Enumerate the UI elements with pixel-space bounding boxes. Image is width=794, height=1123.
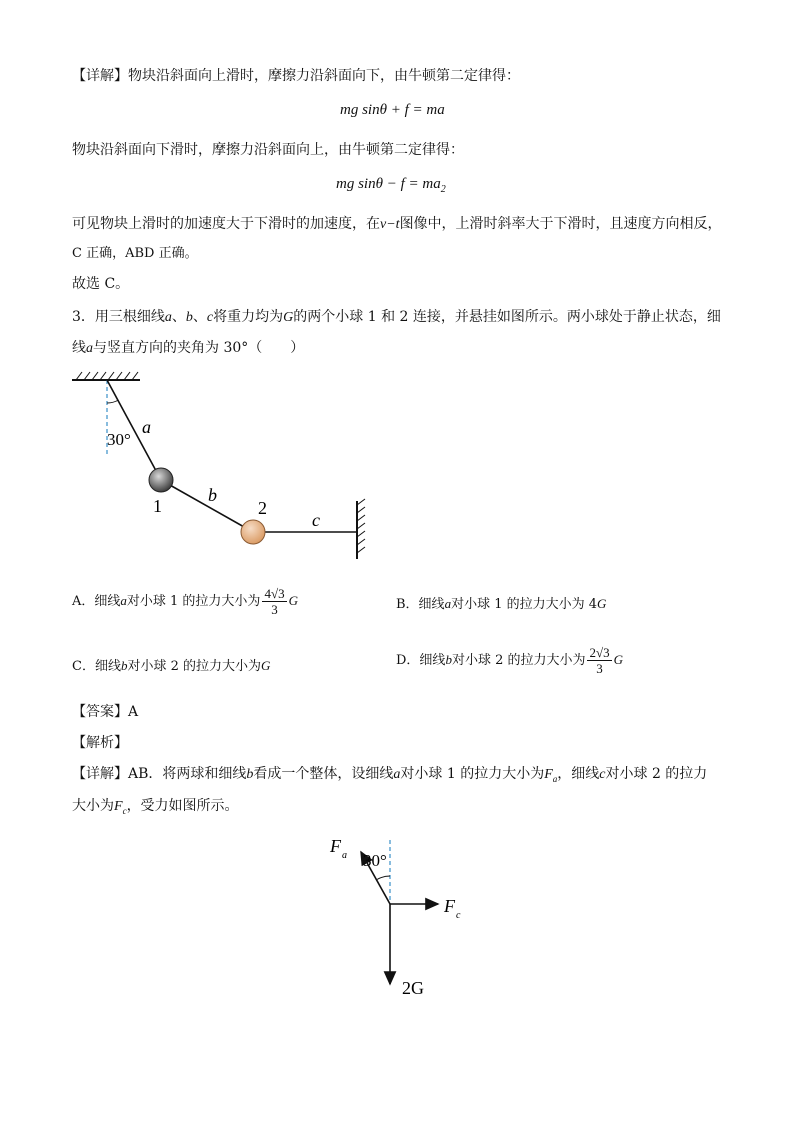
option-B-text: 对小球 1 的拉力大小为 4 <box>451 597 598 612</box>
angle-arc <box>377 876 390 880</box>
option-D[interactable] <box>396 645 623 676</box>
option-B-unit: G <box>597 596 607 611</box>
option-B-prefix: B．细线 <box>396 597 445 612</box>
q-var-G: G <box>283 310 294 325</box>
option-C-text: 对小球 2 的拉力大小为 <box>127 659 261 674</box>
conclusion-text-a: 可见物块上滑时的加速度大于下滑时的加速度，在 <box>72 216 380 232</box>
string-b <box>161 480 253 532</box>
weight-label: 2G <box>402 978 424 998</box>
Fc-sub-label: c <box>456 910 461 921</box>
analysis-heading: 【解析】 <box>72 735 128 751</box>
conclusion-line-1 <box>72 214 732 235</box>
detail3-line-2 <box>72 796 732 821</box>
force-Fa-sub: a <box>552 773 558 784</box>
q-text: 3．用三根细线 <box>72 309 165 325</box>
fraction-numerator: 4√3 <box>264 586 285 601</box>
Fa-sub-label: a <box>342 850 347 861</box>
option-B-var: a <box>444 596 452 611</box>
option-D-var: b <box>445 652 452 667</box>
equation-down <box>336 176 446 195</box>
choose-line: 故选 C。 <box>72 276 130 292</box>
detail3-text: 看成一个整体，设细线 <box>253 766 394 782</box>
q-text: 将重力均为 <box>213 309 284 325</box>
question-line-1 <box>72 307 732 328</box>
ceiling-support <box>72 372 140 380</box>
option-C[interactable] <box>72 655 270 674</box>
label-b: b <box>208 485 217 505</box>
option-A[interactable] <box>72 586 298 617</box>
question-line-2 <box>72 338 732 359</box>
detail3-text: 大小为 <box>72 798 114 814</box>
answer-line <box>72 702 732 722</box>
label-a: a <box>142 417 151 437</box>
Fa-label: F <box>330 836 341 856</box>
ball-1-label: 1 <box>153 496 162 516</box>
option-A-fraction <box>262 586 286 617</box>
q-var-a: a <box>86 341 93 356</box>
angle-label: 30° <box>107 430 131 449</box>
force-Fa: F <box>544 767 553 782</box>
q-var-b: b <box>185 310 193 325</box>
vt-symbol: v−t <box>380 217 400 232</box>
detail3-var-a: a <box>393 767 401 782</box>
option-D-text: 对小球 2 的拉力大小为 <box>451 653 586 668</box>
option-C-prefix: C．细线 <box>72 659 121 674</box>
label-c: c <box>312 510 320 530</box>
Fc-label: F <box>444 896 455 916</box>
option-A-var: a <box>120 593 127 608</box>
q-var-a: a <box>164 310 172 325</box>
force-Fc-sub: c <box>122 805 127 816</box>
equation-up: mg sinθ + f = ma <box>340 102 445 118</box>
q-sep: 、 <box>171 309 186 325</box>
fraction-denominator: 3 <box>271 602 278 617</box>
q-var-c: c <box>206 310 214 325</box>
option-D-unit: G <box>613 652 624 667</box>
detail-text: 物块沿斜面向上滑时，摩擦力沿斜面向下，由牛顿第二定律得： <box>128 68 520 84</box>
detail3-var-c: c <box>599 767 606 782</box>
detail3-text: ，细线 <box>557 766 600 782</box>
q-text: 线 <box>72 340 86 356</box>
q-text: 的两个小球 1 和 2 连接，并悬挂如图所示。两小球处于静止状态，细 <box>293 309 721 325</box>
detail-tag: 【详解】 <box>72 68 128 84</box>
option-D-prefix: D．细线 <box>396 653 446 668</box>
q-sep: 、 <box>192 309 207 325</box>
detail3-line-1 <box>72 764 732 789</box>
option-A-unit: G <box>288 593 298 608</box>
detail-paragraph-2: 物块沿斜面向下滑时，摩擦力沿斜面向上，由牛顿第二定律得： <box>72 142 464 158</box>
detail3-text: AB．将两球和细线 <box>128 766 247 782</box>
fraction-numerator: 2√3 <box>589 645 610 660</box>
ball-2-label: 2 <box>258 498 267 518</box>
q-text: 与竖直方向的夹角为 30°（ ） <box>93 340 305 356</box>
detail3-var-b: b <box>246 767 254 782</box>
ball-2 <box>241 520 265 544</box>
detail3-text: 对小球 1 的拉力大小为 <box>400 766 545 782</box>
equation-down-sub: 2 <box>440 184 446 195</box>
hanging-balls-figure <box>60 365 390 565</box>
angle-label: 30° <box>363 851 387 870</box>
option-C-var: b <box>120 658 128 673</box>
answer-value: A <box>128 704 139 720</box>
fraction-denominator: 3 <box>596 661 603 676</box>
option-D-fraction <box>587 645 611 676</box>
conclusion-text-b: 图像中，上滑时斜率大于下滑时，且速度方向相反， <box>399 216 722 232</box>
equation-down-main: mg sinθ − f = ma <box>336 176 441 192</box>
wall-support <box>357 499 365 559</box>
ball-1 <box>149 468 173 492</box>
option-A-prefix: A．细线 <box>72 594 121 609</box>
option-C-unit: G <box>261 658 271 673</box>
force-Fc: F <box>114 799 123 814</box>
detail-paragraph-1 <box>72 66 732 86</box>
force-diagram <box>318 830 478 1005</box>
detail3-tag: 【详解】 <box>72 766 128 782</box>
answer-tag: 【答案】 <box>72 704 128 720</box>
option-B[interactable] <box>396 593 606 612</box>
detail3-text: ，受力如图所示。 <box>126 798 239 814</box>
option-A-text: 对小球 1 的拉力大小为 <box>126 594 261 609</box>
angle-arc <box>107 400 119 403</box>
detail3-text: 对小球 2 的拉力 <box>605 766 708 782</box>
conclusion-line-2: C 正确，ABD 正确。 <box>72 246 198 261</box>
